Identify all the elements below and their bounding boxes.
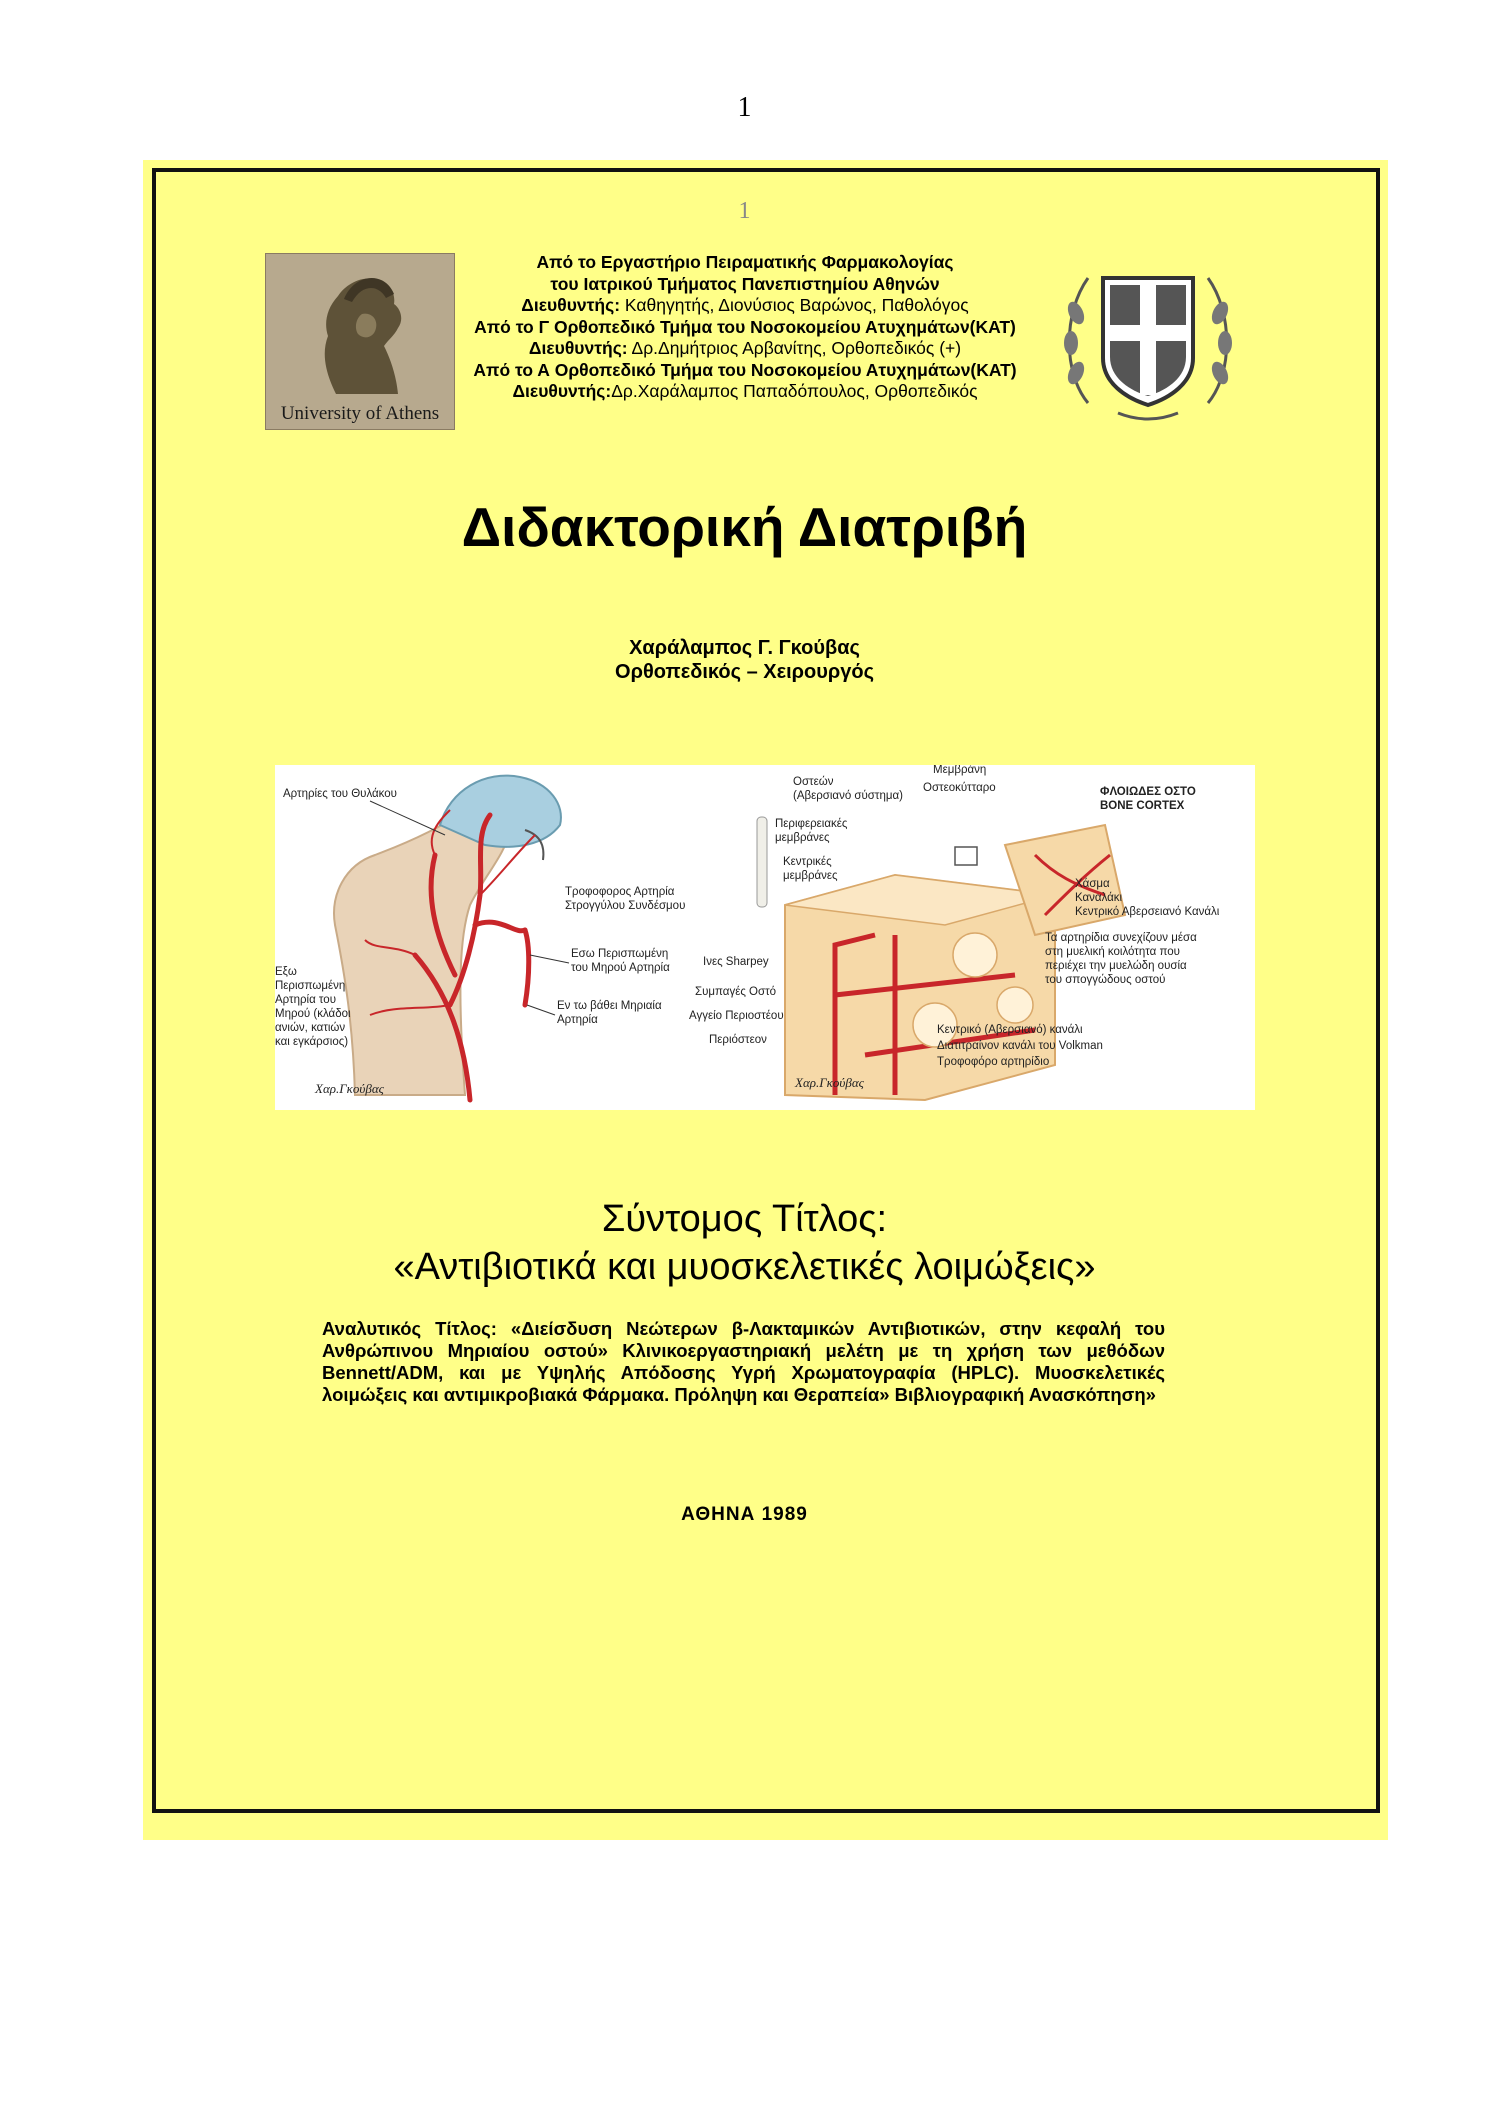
inner-page-number: 1 (738, 198, 751, 224)
label-lateral-circumflex: Περισπωμένη (275, 980, 346, 992)
header-line (420, 295, 1070, 317)
label-bone-cortex: BONE CORTEX (1100, 800, 1185, 812)
short-title: «Αντιβιοτικά και μυοσκελετικές λοιμώξεις» (393, 1246, 1096, 1288)
label-osteon: (Αβερσιανό σύστημα) (793, 790, 903, 802)
label-peripheral-membranes: μεμβράνες (775, 832, 830, 844)
header-line: του Ιατρικού Τμήματος Πανεπιστημίου Αθηνών (550, 273, 940, 294)
label-nutrient-arteriole: Τροφοφόρο αρτηρίδιο (937, 1056, 1050, 1068)
label-deep-femoral: Εν τω βάθει Μηριαία (557, 1000, 662, 1012)
label-membrane: Μεμβράνη (933, 765, 987, 776)
label-canaliculi: Καναλάκι (1075, 892, 1123, 904)
director-name: Καθηγητής, Διονύσιος Βαρώνος, Παθολόγος (620, 295, 969, 315)
label-gap: Χάσμα (1075, 878, 1110, 890)
label-central-membranes: μεμβράνες (783, 870, 838, 882)
label-bone-cortex: ΦΛΟΙΩΔΕΣ ΟΣΤΟ (1100, 786, 1196, 798)
logo-caption: University of Athens (280, 403, 440, 424)
bone-vascular-diagram (275, 765, 1255, 1110)
greek-state-emblem (1058, 253, 1238, 425)
institution-header (420, 252, 1070, 403)
illustrator-signature: Χαρ.Γκούβας (795, 1075, 864, 1090)
label-lateral-circumflex: Μηρού (κλάδοι (275, 1008, 351, 1020)
label-central-canal: Κεντρικό (Αβερσιανό) κανάλι (937, 1024, 1083, 1036)
short-title-block (0, 1195, 1489, 1291)
label-medial-circumflex: του Μηρού Αρτηρία (571, 962, 670, 974)
small-femur-icon (757, 817, 767, 907)
label-lateral-circumflex: Εξω (275, 966, 297, 978)
label-volkman-canal: Διατιτραίνον κανάλι του Volkman (937, 1040, 1103, 1052)
director-name: Δρ.Χαράλαμπος Παπαδόπουλος, Ορθοπεδικός (611, 381, 978, 401)
label-haversian-canal: Κεντρικό Αβερσειανό Κανάλι (1075, 906, 1220, 918)
header-line: Από το Γ Ορθοπεδικό Τμήμα του Νοσοκομείου Ατυχημάτων(ΚΑΤ) (474, 316, 1016, 337)
place-year: ΑΘΗΝΑ 1989 (681, 1504, 808, 1525)
label-osteocyte: Οστεοκύτταρο (923, 782, 996, 794)
label-arterioles-continue: περιέχει την μυελώδη ουσία (1045, 960, 1187, 972)
label-central-membranes: Κεντρικές (783, 856, 832, 868)
anatomy-figure (275, 765, 1255, 1110)
short-title-label: Σύντομος Τίτλος: (601, 1198, 888, 1240)
director-name: Δρ.Δημήτριος Αρβανίτης, Ορθοπεδικός (+) (627, 338, 962, 358)
label-capsule-arteries: Αρτηρίες του Θυλάκου (283, 788, 397, 800)
director-label: Διευθυντής: (528, 338, 628, 358)
author-name: Χαράλαμπος Γ. Γκούβας (629, 637, 860, 659)
header-line: Από το Α Ορθοπεδικό Τμήμα του Νοσοκομείου Ατυχημάτων(ΚΑΤ) (473, 359, 1017, 380)
label-periosteum: Περιόστεον (709, 1034, 767, 1046)
header-line (420, 338, 1070, 360)
label-compact-bone: Συμπαγές Οστό (695, 986, 777, 998)
label-arterioles-continue: στη μυελική κοιλότητα που (1045, 946, 1180, 958)
header-line: Από το Εργαστήριο Πειραματικής Φαρμακολογίας (536, 252, 954, 272)
label-sharpey-fibers: Ινες Sharpey (703, 956, 769, 968)
author-role: Ορθοπεδικός – Χειρουργός (615, 661, 874, 683)
label-deep-femoral: Αρτηρία (557, 1014, 598, 1026)
label-arterioles-continue: Τα αρτηρίδια συνεχίζουν μέσα (1045, 932, 1197, 944)
label-osteon: Οστεών (793, 776, 834, 788)
label-lateral-circumflex: ανιών, κατιών (275, 1022, 346, 1034)
author-block (0, 636, 1489, 684)
label-peripheral-membranes: Περιφερειακές (775, 818, 848, 830)
label-lateral-circumflex: και εγκάρσιος) (275, 1036, 349, 1048)
coat-of-arms-icon (1058, 253, 1238, 425)
director-label: Διευθυντής: (512, 381, 612, 401)
header-line (420, 381, 1070, 403)
director-label: Διευθυντής: (521, 295, 621, 315)
thesis-title: Διδακτορική Διατριβή (461, 496, 1028, 558)
label-ligament-artery: Στρογγύλου Συνδέσμου (565, 900, 686, 912)
label-arterioles-continue: του σπογγώδους οστού (1045, 974, 1166, 986)
label-ligament-artery: Τροφοφορος Αρτηρία (565, 886, 675, 898)
label-medial-circumflex: Εσω Περισπωμένη (571, 948, 669, 960)
page-number: 1 (737, 92, 752, 123)
illustrator-signature: Χαρ.Γκούβας (315, 1081, 384, 1096)
analytic-title: Αναλυτικός Τίτλος: «Διείσδυση Νεώτερων β-Λακταμικών Αντιβιοτικών, στην κεφαλή του Ανθρώπινου Μηριαίου οστού» Κλινικοεργαστηριακή μελέτη με τη χρήση των μεθόδων Bennett/ADM, και με Υψηλής Απόδοσης Υγρή Χρωματογραφία (HPLC). Μυοσκελετικές λοιμώξεις και αντιμικροβιακά Φάρμακα. Πρόληψη και Θεραπεία» Βιβλιογραφική Ανασκόπηση» (322, 1318, 1165, 1405)
label-periosteal-vessel: Αγγείο Περιοστέου (689, 1010, 784, 1022)
label-lateral-circumflex: Αρτηρία του (275, 994, 336, 1006)
